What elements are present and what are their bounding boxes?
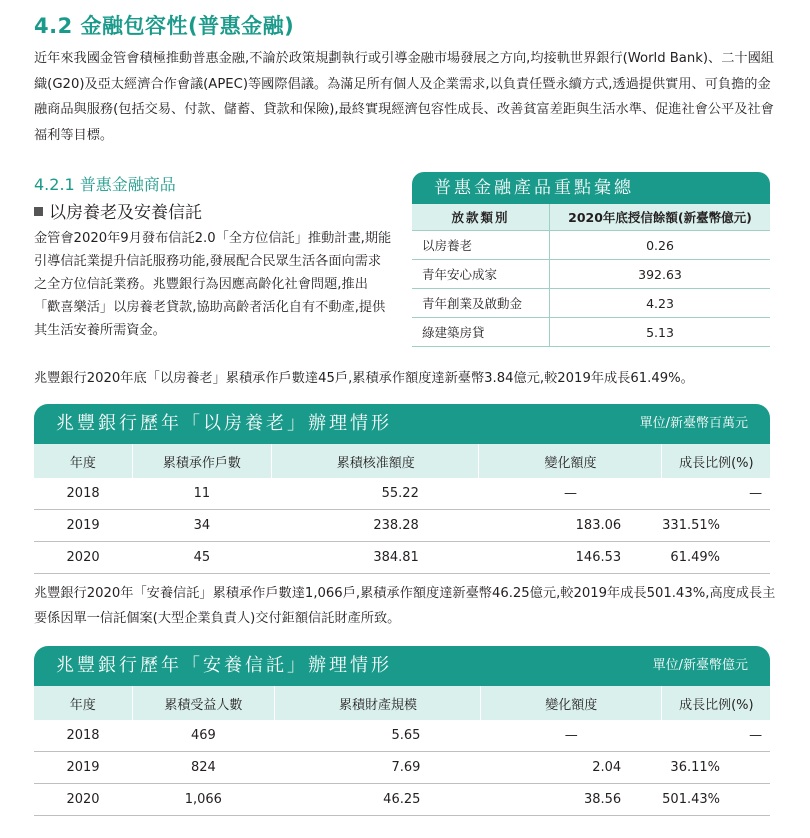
cell-year: 2020: [34, 784, 132, 816]
table2-unit: 單位/新臺幣億元: [652, 658, 748, 673]
table1-unit: 單位/新臺幣百萬元: [639, 416, 748, 431]
summary-title: 普惠金融產品重點彙總: [412, 172, 770, 204]
cell-approved-amount: 238.28: [272, 510, 479, 542]
note-reverse-mortgage: 兆豐銀行2020年底「以房養老」累積承作戶數達45戶,累積承作額度達新臺幣3.84億元,較2019年成長61.49%。: [34, 371, 694, 386]
section-title: 4.2 金融包容性(普惠金融): [34, 14, 295, 38]
cell-year: 2018: [34, 478, 132, 510]
table1-header-row: [34, 444, 770, 478]
summary-header-row: [412, 204, 770, 231]
summary-row-name: 以房養老: [412, 231, 550, 260]
col-beneficiaries: 累積受益人數: [132, 686, 275, 720]
summary-row: [412, 318, 770, 347]
cell-households: 34: [132, 510, 271, 542]
summary-row-value: 5.13: [550, 318, 771, 347]
reverse-mortgage-table: [34, 444, 770, 574]
cell-approved-amount: 55.22: [272, 478, 479, 510]
cell-beneficiaries: 469: [132, 720, 275, 752]
cell-approved-amount: 384.81: [272, 542, 479, 574]
cell-growth: 36.11%: [661, 752, 770, 784]
cell-change: 38.56: [480, 784, 661, 816]
cell-growth: 331.51%: [661, 510, 770, 542]
cell-growth: 501.43%: [661, 784, 770, 816]
cell-year: 2020: [34, 542, 132, 574]
col-year: 年度: [34, 444, 132, 478]
cell-growth: —: [661, 478, 770, 510]
cell-beneficiaries: 1,066: [132, 784, 275, 816]
table2-title: 兆豐銀行歷年「安養信託」辦理情形: [56, 655, 392, 676]
elderly-trust-table: [34, 686, 770, 816]
cell-year: 2018: [34, 720, 132, 752]
table-row: [34, 784, 770, 816]
cell-households: 11: [132, 478, 271, 510]
summary-table: [412, 204, 770, 347]
table-row: [34, 752, 770, 784]
summary-row-value: 392.63: [550, 260, 771, 289]
col-year: 年度: [34, 686, 132, 720]
table-row: [34, 720, 770, 752]
cell-change: 183.06: [479, 510, 661, 542]
cell-asset-scale: 46.25: [275, 784, 481, 816]
summary-row-value: 0.26: [550, 231, 771, 260]
col-approved-amount: 累積核准額度: [272, 444, 479, 478]
col-growth: 成長比例(%): [661, 686, 770, 720]
cell-year: 2019: [34, 752, 132, 784]
summary-row-name: 青年安心成家: [412, 260, 550, 289]
summary-box: [412, 172, 770, 347]
table-row: [34, 542, 770, 574]
table2-header-bar: [34, 646, 770, 686]
table2-header-row: [34, 686, 770, 720]
col-growth: 成長比例(%): [661, 444, 770, 478]
summary-row: [412, 289, 770, 318]
subsection-title: 4.2.1 普惠金融商品: [34, 175, 176, 194]
reverse-mortgage-table-box: [34, 404, 770, 574]
table-row: [34, 510, 770, 542]
cell-year: 2019: [34, 510, 132, 542]
cell-growth: 61.49%: [661, 542, 770, 574]
summary-header-category: 放款類別: [412, 204, 550, 231]
square-bullet-icon: [34, 207, 43, 216]
cell-change: 2.04: [480, 752, 661, 784]
note-trust: 兆豐銀行2020年「安養信託」累積承作戶數達1,066戶,累積承作額度達新臺幣46.25億元,較2019年成長501.43%,高度成長主要係因單一信託個案(大型企業負責人)交付鉅額信託財產所致。: [34, 586, 776, 626]
col-change: 變化額度: [480, 686, 661, 720]
subsection-paragraph: 金管會2020年9月發布信託2.0「全方位信託」推動計畫,期能引導信託業提升信託服務功能,發展配合民眾生活各面向需求之全方位信託業務。兆豐銀行為因應高齡化社會問題,推出「歡喜樂活」以房養老貸款,協助高齡者活化自有不動產,提供其生活安養所需資金。: [34, 231, 392, 338]
col-households: 累積承作戶數: [132, 444, 271, 478]
subtitle-text: 以房養老及安養信託: [49, 203, 202, 223]
table1-header-bar: [34, 404, 770, 444]
cell-change: 146.53: [479, 542, 661, 574]
cell-asset-scale: 7.69: [275, 752, 481, 784]
intro-paragraph: 近年來我國金管會積極推動普惠金融,不論於政策規劃執行或引導金融市場發展之方向,均接軌世界銀行(World Bank)、二十國組織(G20)及亞太經濟合作會議(APEC)等國際倡議。為滿足所有個人及企業需求,以負責任暨永續方式,透過提供實用、可負擔的金融商品與服務(包括交易、付款、儲蓄、貸款和保險),最終實現經濟包容性成長、改善貧富差距與生活水準、促進社會公平及社會福利等目標。: [34, 51, 774, 143]
table1-title: 兆豐銀行歷年「以房養老」辦理情形: [56, 413, 392, 434]
summary-row-name: 綠建築房貸: [412, 318, 550, 347]
summary-row: [412, 231, 770, 260]
cell-asset-scale: 5.65: [275, 720, 481, 752]
cell-growth: —: [661, 720, 770, 752]
table-row: [34, 478, 770, 510]
cell-beneficiaries: 824: [132, 752, 275, 784]
col-asset-scale: 累積財產規模: [275, 686, 481, 720]
col-change: 變化額度: [479, 444, 661, 478]
summary-row-name: 青年創業及啟動金: [412, 289, 550, 318]
elderly-trust-table-box: [34, 646, 770, 816]
subsection-subtitle: [34, 198, 202, 223]
cell-change: —: [479, 478, 661, 510]
summary-row-value: 4.23: [550, 289, 771, 318]
summary-header-balance: 2020年底授信餘額(新臺幣億元): [550, 204, 771, 231]
cell-change: —: [480, 720, 661, 752]
summary-row: [412, 260, 770, 289]
cell-households: 45: [132, 542, 271, 574]
